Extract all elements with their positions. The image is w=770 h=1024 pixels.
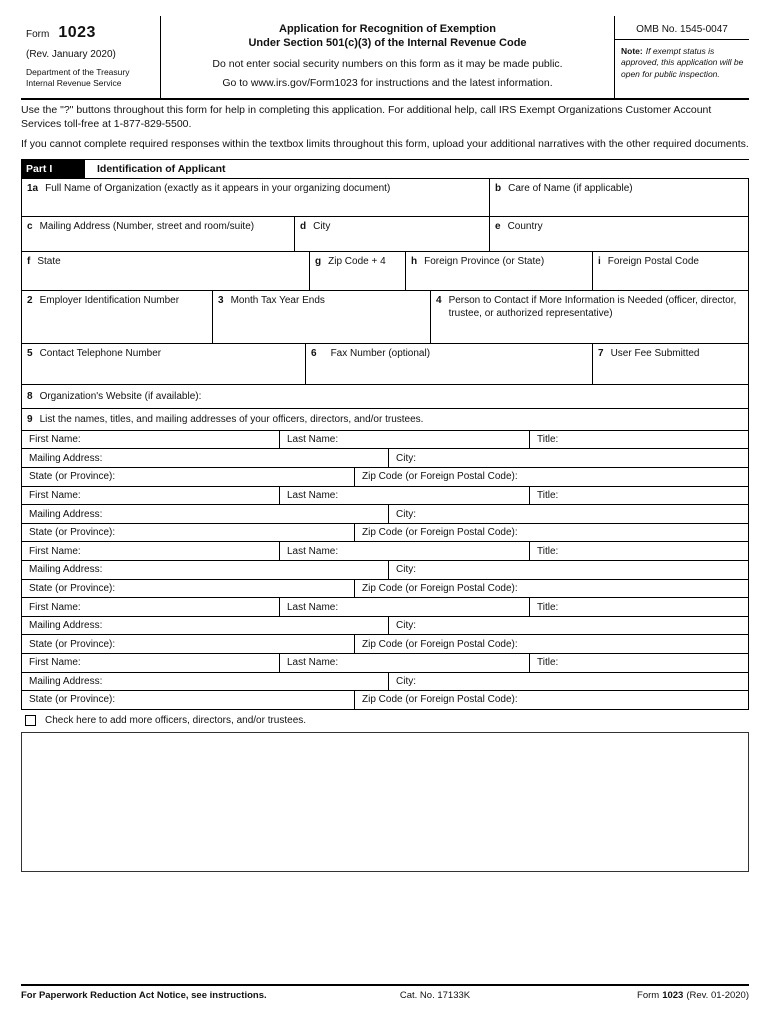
add-more-officers-row bbox=[21, 710, 749, 732]
field-number: g bbox=[315, 255, 322, 267]
officer-title-field[interactable] bbox=[530, 598, 748, 616]
add-more-officers-label: Check here to add more officers, directors, and/or trustees. bbox=[45, 715, 307, 727]
officer-first-name-field[interactable] bbox=[22, 654, 280, 672]
form-title-line2: Under Section 501(c)(3) of the Internal Revenue Code bbox=[248, 37, 527, 49]
officer-zip-field[interactable] bbox=[355, 524, 748, 542]
table-row bbox=[22, 431, 748, 450]
officer-mailing-address-field[interactable] bbox=[22, 449, 389, 467]
field-3-tax-year-month[interactable] bbox=[213, 291, 431, 343]
field-label: Mailing Address (Number, street and room/suite) bbox=[39, 220, 255, 232]
officer-entry bbox=[22, 654, 748, 710]
field-c-mailing-address[interactable] bbox=[22, 217, 295, 251]
field-6-fax-number[interactable] bbox=[306, 344, 593, 384]
field-label: List the names, titles, and mailing addresses of your officers, directors, and/or trustees. bbox=[39, 413, 424, 425]
officer-state-field[interactable] bbox=[22, 635, 355, 653]
officer-state-field[interactable] bbox=[22, 524, 355, 542]
officer-city-field[interactable] bbox=[389, 561, 748, 579]
table-row bbox=[22, 468, 748, 487]
officer-mailing-address-label: Mailing Address: bbox=[29, 564, 103, 576]
officer-zip-field[interactable] bbox=[355, 635, 748, 653]
officer-city-field[interactable] bbox=[389, 617, 748, 635]
officer-entry bbox=[22, 431, 748, 487]
officer-mailing-address-label: Mailing Address: bbox=[29, 452, 103, 464]
field-2-ein[interactable] bbox=[22, 291, 213, 343]
field-label: State bbox=[37, 255, 61, 267]
part1-header bbox=[21, 159, 749, 179]
field-number: e bbox=[495, 220, 501, 232]
officer-first-name-field[interactable] bbox=[22, 598, 280, 616]
form-header bbox=[21, 16, 749, 100]
officer-last-name-label: Last Name: bbox=[287, 657, 339, 669]
field-5-contact-telephone[interactable] bbox=[22, 344, 306, 384]
field-label: Full Name of Organization (exactly as it appears in your organizing document) bbox=[45, 182, 391, 194]
part1-label: Part I bbox=[21, 160, 85, 178]
footer-revision: (Rev. 01-2020) bbox=[686, 990, 749, 1001]
narrative-paragraph: If you cannot complete required responses within the textbox limits throughout this form, upload your additional narratives with the other required documents. bbox=[21, 137, 749, 150]
field-number: f bbox=[27, 255, 31, 267]
officer-state-field[interactable] bbox=[22, 580, 355, 598]
officer-state-field[interactable] bbox=[22, 468, 355, 486]
field-number: i bbox=[598, 255, 601, 267]
officer-city-label: City: bbox=[396, 564, 416, 576]
officer-mailing-address-field[interactable] bbox=[22, 505, 389, 523]
table-row bbox=[22, 635, 748, 654]
field-h-foreign-province[interactable] bbox=[406, 252, 593, 290]
officer-last-name-field[interactable] bbox=[280, 431, 530, 449]
officer-title-field[interactable] bbox=[530, 487, 748, 505]
officer-title-field[interactable] bbox=[530, 654, 748, 672]
officer-city-field[interactable] bbox=[389, 673, 748, 691]
field-number: 5 bbox=[27, 347, 33, 359]
field-number: 1a bbox=[27, 182, 39, 194]
officer-first-name-label: First Name: bbox=[29, 489, 81, 501]
officer-zip-label: Zip Code (or Foreign Postal Code): bbox=[362, 582, 518, 594]
officer-mailing-address-field[interactable] bbox=[22, 617, 389, 635]
officer-zip-field[interactable] bbox=[355, 580, 748, 598]
table-row bbox=[22, 673, 748, 692]
form-footer-id bbox=[549, 990, 749, 1001]
table-row bbox=[22, 580, 748, 599]
officer-city-field[interactable] bbox=[389, 505, 748, 523]
field-8-website[interactable] bbox=[22, 385, 748, 408]
table-row bbox=[22, 291, 748, 344]
officer-title-label: Title: bbox=[537, 545, 559, 557]
officer-entry bbox=[22, 487, 748, 543]
table-row bbox=[22, 654, 748, 673]
field-label: Fax Number (optional) bbox=[330, 347, 431, 359]
officer-mailing-address-label: Mailing Address: bbox=[29, 508, 103, 520]
table-row bbox=[22, 449, 748, 468]
form-number: 1023 bbox=[58, 24, 96, 41]
officer-mailing-address-field[interactable] bbox=[22, 673, 389, 691]
field-4-contact-person[interactable] bbox=[431, 291, 748, 343]
table-row bbox=[22, 179, 748, 217]
field-number: 8 bbox=[27, 390, 33, 402]
officer-entry bbox=[22, 542, 748, 598]
officer-last-name-label: Last Name: bbox=[287, 601, 339, 613]
officer-city-label: City: bbox=[396, 452, 416, 464]
form-title-block bbox=[160, 16, 615, 98]
officer-city-label: City: bbox=[396, 675, 416, 687]
part1-title: Identification of Applicant bbox=[97, 162, 226, 175]
field-b-care-of-name[interactable] bbox=[490, 179, 748, 216]
officer-state-label: State (or Province): bbox=[29, 638, 116, 650]
catalog-number: Cat. No. 17133K bbox=[399, 990, 471, 1001]
officer-zip-label: Zip Code (or Foreign Postal Code): bbox=[362, 638, 518, 650]
officer-first-name-label: First Name: bbox=[29, 657, 81, 669]
officer-zip-label: Zip Code (or Foreign Postal Code): bbox=[362, 471, 518, 483]
table-row bbox=[22, 598, 748, 617]
field-number: 4 bbox=[436, 294, 442, 306]
field-number: 7 bbox=[598, 347, 604, 359]
field-number: c bbox=[27, 220, 33, 232]
field-label: Organization's Website (if available): bbox=[39, 390, 202, 402]
public-inspection-note bbox=[615, 40, 749, 82]
page-footer bbox=[21, 984, 749, 1001]
officer-title-label: Title: bbox=[537, 601, 559, 613]
part1-table bbox=[21, 179, 749, 710]
footer-form-word: Form bbox=[637, 990, 660, 1001]
officer-zip-label: Zip Code (or Foreign Postal Code): bbox=[362, 694, 518, 706]
field-label: User Fee Submitted bbox=[610, 347, 700, 359]
field-number: 2 bbox=[27, 294, 33, 306]
table-row bbox=[22, 505, 748, 524]
agency-line2: Internal Revenue Service bbox=[26, 78, 122, 89]
officer-zip-label: Zip Code (or Foreign Postal Code): bbox=[362, 527, 518, 539]
officer-last-name-label: Last Name: bbox=[287, 545, 339, 557]
officer-first-name-label: First Name: bbox=[29, 545, 81, 557]
officer-city-label: City: bbox=[396, 508, 416, 520]
footer-form-number: 1023 bbox=[662, 990, 684, 1001]
table-row bbox=[22, 542, 748, 561]
officer-state-label: State (or Province): bbox=[29, 582, 116, 594]
officer-last-name-label: Last Name: bbox=[287, 489, 339, 501]
officer-entry bbox=[22, 598, 748, 654]
officer-first-name-label: First Name: bbox=[29, 434, 81, 446]
officer-zip-field[interactable] bbox=[355, 691, 748, 709]
officer-title-label: Title: bbox=[537, 489, 559, 501]
field-label: Foreign Province (or State) bbox=[424, 255, 545, 267]
officer-state-label: State (or Province): bbox=[29, 471, 116, 483]
officer-title-label: Title: bbox=[537, 434, 559, 446]
table-row bbox=[22, 561, 748, 580]
table-row bbox=[22, 344, 748, 385]
officer-first-name-field[interactable] bbox=[22, 487, 280, 505]
field-g-zip-code[interactable] bbox=[310, 252, 406, 290]
form-word: Form bbox=[26, 29, 50, 40]
field-label: Month Tax Year Ends bbox=[230, 294, 325, 306]
omb-number: OMB No. 1545-0047 bbox=[615, 16, 749, 40]
field-label: Person to Contact if More Information is Needed (officer, director, trustee, or authorized representative) bbox=[448, 294, 737, 319]
form-identity-block bbox=[21, 16, 160, 98]
privacy-instruction: Do not enter social security numbers on this form as it may be made public. bbox=[212, 58, 563, 70]
field-number: 6 bbox=[311, 347, 317, 359]
field-f-state[interactable] bbox=[22, 252, 310, 290]
officer-state-label: State (or Province): bbox=[29, 527, 116, 539]
officer-last-name-field[interactable] bbox=[280, 487, 530, 505]
field-number: d bbox=[300, 220, 307, 232]
officer-state-label: State (or Province): bbox=[29, 694, 116, 706]
table-row bbox=[22, 252, 748, 291]
officer-first-name-field[interactable] bbox=[22, 542, 280, 560]
field-label: Employer Identification Number bbox=[39, 294, 180, 306]
officer-city-label: City: bbox=[396, 620, 416, 632]
officer-title-field[interactable] bbox=[530, 431, 748, 449]
table-row bbox=[22, 617, 748, 636]
field-9-officers-instruction bbox=[22, 409, 748, 430]
field-number: h bbox=[411, 255, 418, 267]
officer-title-field[interactable] bbox=[530, 542, 748, 560]
field-label: Zip Code + 4 bbox=[328, 255, 386, 267]
officer-last-name-field[interactable] bbox=[280, 542, 530, 560]
note-text: If exempt status is approved, this application will be open for public inspection. bbox=[621, 46, 744, 79]
officer-last-name-label: Last Name: bbox=[287, 434, 339, 446]
table-row bbox=[22, 524, 748, 543]
revision-date: (Rev. January 2020) bbox=[26, 49, 116, 60]
field-d-city[interactable] bbox=[295, 217, 490, 251]
field-7-user-fee[interactable] bbox=[593, 344, 748, 384]
officer-mailing-address-label: Mailing Address: bbox=[29, 675, 103, 687]
add-more-officers-checkbox[interactable] bbox=[25, 715, 36, 726]
officer-title-label: Title: bbox=[537, 657, 559, 669]
table-row bbox=[22, 409, 748, 431]
table-row bbox=[22, 385, 748, 409]
officer-last-name-field[interactable] bbox=[280, 598, 530, 616]
officer-city-field[interactable] bbox=[389, 449, 748, 467]
table-row bbox=[22, 487, 748, 506]
field-number: 3 bbox=[218, 294, 224, 306]
officer-state-field[interactable] bbox=[22, 691, 355, 709]
officer-mailing-address-field[interactable] bbox=[22, 561, 389, 579]
note-label: Note: bbox=[621, 46, 643, 56]
omb-note-block bbox=[615, 16, 749, 98]
officer-first-name-field[interactable] bbox=[22, 431, 280, 449]
help-paragraph: Use the "?" buttons throughout this form for help in completing this application. For additional help, call IRS Exempt Organizations Customer Account Services toll-free at 1-877-829-5500. bbox=[21, 104, 712, 130]
website-instruction: Go to www.irs.gov/Form1023 for instructions and the latest information. bbox=[222, 77, 553, 89]
officer-zip-field[interactable] bbox=[355, 468, 748, 486]
table-row bbox=[22, 217, 748, 252]
paperwork-notice: For Paperwork Reduction Act Notice, see instructions. bbox=[21, 990, 267, 1001]
agency-line1: Department of the Treasury bbox=[26, 67, 130, 77]
field-e-country[interactable] bbox=[490, 217, 748, 251]
field-number: 9 bbox=[27, 413, 33, 425]
field-number: b bbox=[495, 182, 502, 194]
additional-officers-textbox[interactable] bbox=[21, 732, 749, 872]
officer-mailing-address-label: Mailing Address: bbox=[29, 620, 103, 632]
field-label: Foreign Postal Code bbox=[607, 255, 699, 267]
officer-first-name-label: First Name: bbox=[29, 601, 81, 613]
field-label: Country bbox=[507, 220, 543, 232]
form-title-line1: Application for Recognition of Exemption bbox=[279, 23, 496, 35]
table-row bbox=[22, 691, 748, 710]
field-label: Care of Name (if applicable) bbox=[508, 182, 633, 194]
field-label: Contact Telephone Number bbox=[39, 347, 162, 359]
field-1a-organization-name[interactable] bbox=[22, 179, 490, 216]
field-label: City bbox=[313, 220, 331, 232]
field-i-foreign-postal-code[interactable] bbox=[593, 252, 748, 290]
officer-last-name-field[interactable] bbox=[280, 654, 530, 672]
